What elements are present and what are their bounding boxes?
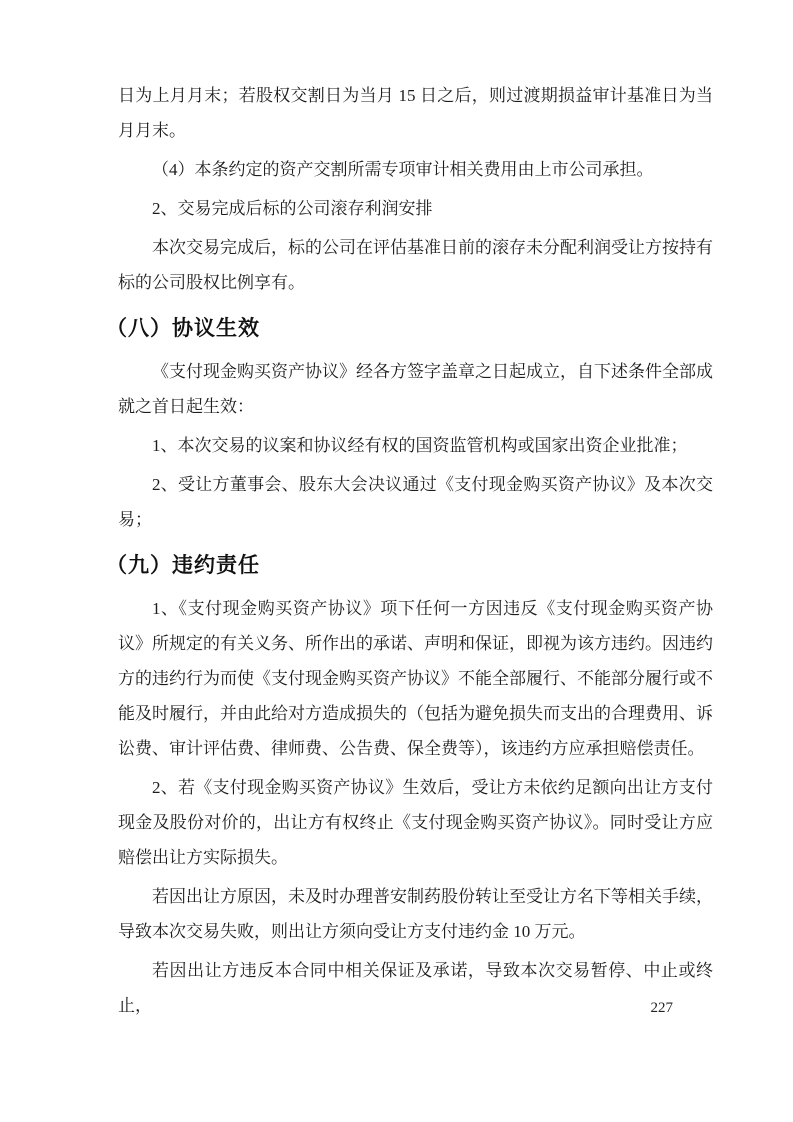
paragraph-condition-2: 2、受让方董事会、股东大会决议通过《支付现金购买资产协议》及本次交易； <box>118 475 713 529</box>
paragraph-retained-profit-detail: 本次交易完成后，标的公司在评估基准日前的滚存未分配利润受让方按持有标的公司股权比例享有。 <box>118 238 713 292</box>
paragraph-breach-transferor-warranty: 若因出让方违反本合同中相关保证及承诺，导致本次交易暂停、中止或终止， <box>118 961 713 1015</box>
page-number: 227 <box>650 1000 673 1016</box>
paragraph-continuation: 日为上月月末；若股权交割日为当月 15 日之后，则过渡期损益审计基准日为当月月末。 <box>118 86 713 140</box>
paragraph-asset-delivery-fee: （4）本条约定的资产交割所需专项审计相关费用由上市公司承担。 <box>152 160 654 179</box>
paragraph-breach-2: 2、若《支付现金购买资产协议》生效后，受让方未依约足额向出让方支付现金及股份对价的，出让方有权终止《支付现金购买资产协议》。同时受让方应赔偿出让方实际损失。 <box>118 778 713 867</box>
paragraph-breach-1: 1、《支付现金购买资产协议》项下任何一方因违反《支付现金购买资产协议》所规定的有关义务、所作出的承诺、声明和保证，即视为该方违约。因违约方的违约行为而使《支付现金购买资产协议》不能全部履行、不能部分履行或不能及时履行，并由此给对方造成损失的（包括为避免损失而支出的合理费用、诉讼费、审计评估费、律师费、公告费、保全费等），该违约方应承担赔偿责任。 <box>118 599 713 758</box>
paragraph-retained-profit-title: 2、交易完成后标的公司滚存利润安排 <box>152 199 433 218</box>
section-heading-agreement-effectiveness: （八）协议生效 <box>106 317 260 340</box>
section-heading-breach-liability: （九）违约责任 <box>106 554 260 577</box>
paragraph-effectiveness-intro: 《支付现金购买资产协议》经各方签字盖章之日起成立，自下述条件全部成就之首日起生效： <box>118 362 713 416</box>
paragraph-condition-1: 1、本次交易的议案和协议经有权的国资监管机构或国家出资企业批准； <box>152 436 688 455</box>
document-body <box>106 78 713 1027</box>
paragraph-breach-transferor-delay: 若因出让方原因，未及时办理普安制药股份转让至受让方名下等相关手续，导致本次交易失败，则出让方须向受让方支付违约金 10 万元。 <box>118 887 713 941</box>
